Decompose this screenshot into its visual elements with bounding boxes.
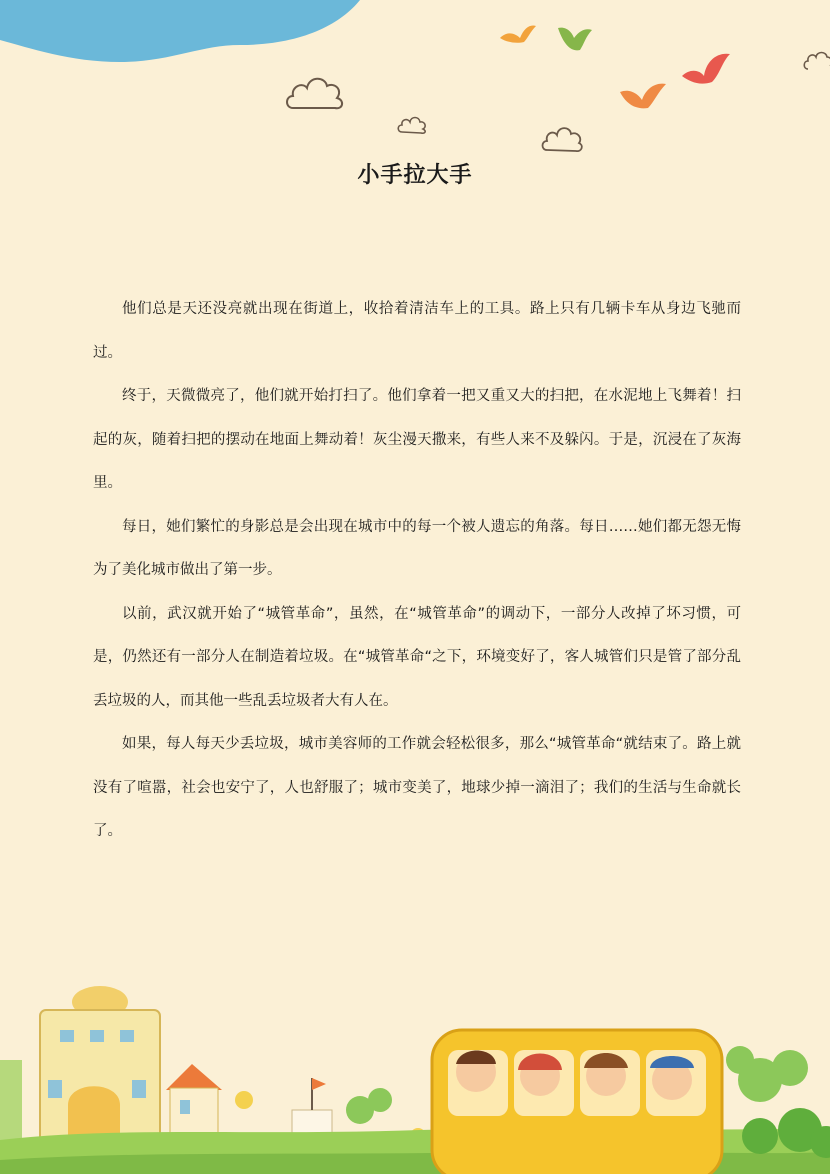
sky-wave xyxy=(0,0,370,70)
bottom-illustration xyxy=(0,960,830,1174)
article-body xyxy=(93,288,741,854)
cloud-icon xyxy=(283,70,349,114)
house-icon xyxy=(40,986,160,1150)
paragraph: 终于，天微微亮了，他们就开始打扫了。他们拿着一把又重又大的扫把，在水泥地上飞舞着！扫起的灰，随着扫把的摆动在地面上舞动着！灰尘漫天撒来，有些人来不及躲闪。于是，沉浸在了灰海里。 xyxy=(93,388,741,491)
cloud-icon xyxy=(539,122,585,156)
bird-icon xyxy=(556,22,594,58)
paragraph: 如果，每人每天少丢垃圾，城市美容师的工作就会轻松很多，那么“城管革命“就结束了。路上就没有了喧嚣，社会也安宁了，人也舒服了；城市变美了，地球少掉一滴泪了；我们的生活与生命就长了。 xyxy=(93,736,741,839)
paragraph: 他们总是天还没亮就出现在街道上，收拾着清洁车上的工具。路上只有几辆卡车从身边飞驰而过。 xyxy=(93,301,741,361)
cloud-icon xyxy=(802,48,830,74)
paragraph: 每日，她们繁忙的身影总是会出现在城市中的每一个被人遗忘的角落。每日……她们都无怨无悔为了美化城市做出了第一步。 xyxy=(93,518,741,578)
bird-icon xyxy=(680,50,732,90)
bird-icon xyxy=(618,78,668,114)
bus-icon xyxy=(432,1030,722,1174)
paragraph: 以前，武汉就开始了“城管革命”，虽然，在“城管革命”的调动下，一部分人改掉了坏习惯，可是，仍然还有一部分人在制造着垃圾。在“城管革命“之下，环境变好了，客人城管们只是管了部分乱丢垃圾的人，而其他一些乱丢垃圾者大有人在。 xyxy=(93,605,741,709)
cloud-icon xyxy=(396,114,428,136)
bird-icon xyxy=(498,20,538,48)
page-title: 小手拉大手 xyxy=(357,163,473,188)
